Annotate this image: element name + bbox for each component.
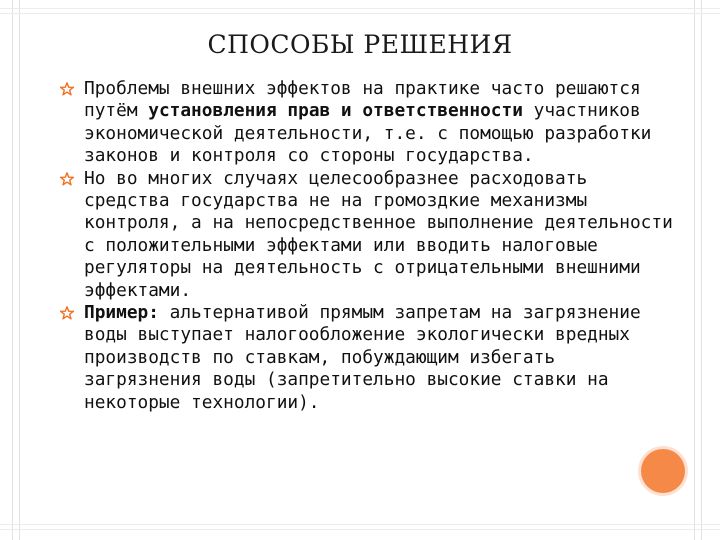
item-1-text-start: Проблемы внешних эффектов на практике часто решаются путём	[84, 78, 641, 122]
orange-star-bullet-icon	[60, 306, 74, 320]
bullet-item-1	[60, 78, 675, 168]
slide-title: СПОСОБЫ РЕШЕНИЯ	[207, 30, 513, 59]
right-frame-line	[694, 0, 702, 540]
slide-content	[60, 78, 675, 414]
orange-circle-decoration	[641, 449, 685, 493]
left-frame-line	[12, 0, 20, 540]
item-2-text: Но во многих случаях целесообразнее расходовать средства государства не на громоздкие механизмы контроля, а на непосредственное выполнение деятельности с положительными эффектами или вводить налоговые регуляторы на деятельность с отрицательными внешними эффектами.	[84, 167, 673, 301]
orange-star-bullet-icon	[60, 82, 74, 96]
item-3-bold-label: Пример:	[84, 302, 159, 324]
bullet-item-3	[60, 302, 675, 414]
item-1-text-end: участников экономической деятельности, т.е. с помощью разработки законов и контроля со стороны государства.	[84, 100, 652, 167]
item-1-bold-text: установления прав и ответственности	[148, 100, 523, 122]
orange-star-bullet-icon	[60, 172, 74, 186]
bullet-item-2	[60, 168, 675, 302]
top-frame-line	[0, 8, 720, 14]
bottom-frame-line	[0, 524, 720, 530]
item-3-text: альтернативой прямым запретам на загрязнение воды выступает налогообложение экологически вредных производств по ставкам, побуждающим избегать загрязнения воды (запретительно высокие ставки на некоторые технологии).	[84, 302, 641, 413]
